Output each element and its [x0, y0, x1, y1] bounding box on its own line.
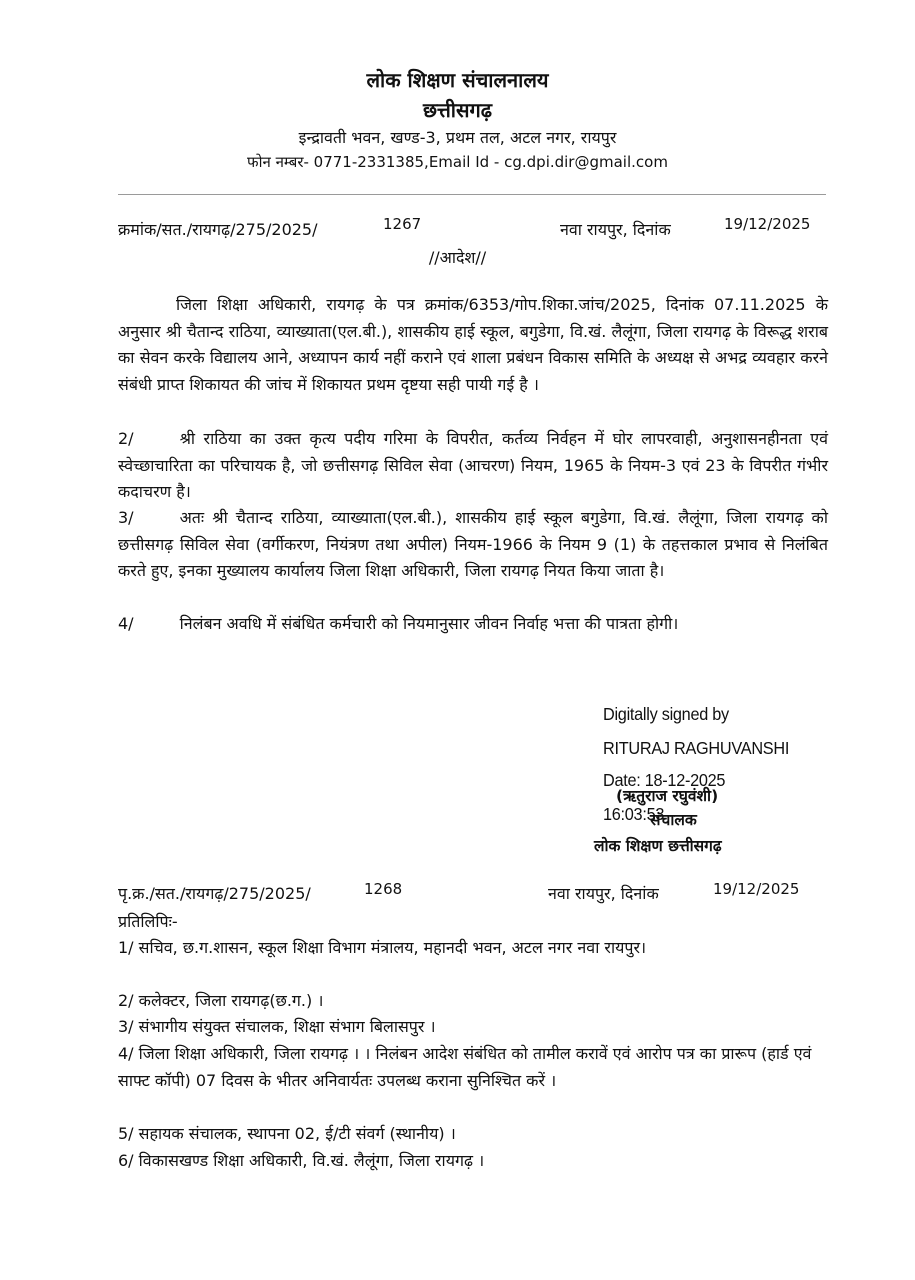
paragraph-3-text: अतः श्री चैतान्द राठिया, व्याख्याता(एल.बी.), शासकीय हाई स्कूल बगुडेगा, वि.खं. लैलूंगा, जिला रायगढ़ को छत्तीसगढ़ सिविल सेवा (वर्गीकरण, नियंत्रण तथा अपील) नियम-1966 के नियम 9 (1) के तहत्तकाल प्रभाव से निलंबित करते हुए, इनका मुख्यालय कार्यालय जिला शिक्षा अधिकारी, जिला रायगढ़ नियत किया जाता है।	[118, 508, 828, 580]
digital-signature-line-2: RITURAJ RAGHUVANSHI	[603, 738, 790, 758]
paragraph-3-number: 3/	[118, 508, 134, 527]
copy-list-item-5: 5/ सहायक संचालक, स्थापना 02, ई/टी संवर्ग (स्थानीय) ।	[118, 1124, 456, 1143]
paragraph-2	[118, 426, 828, 506]
order-date: 19/12/2025	[724, 215, 811, 233]
letterhead-state: छत्तीसगढ़	[422, 98, 493, 122]
paragraph-4-number: 4/	[118, 614, 134, 633]
copy-list-item-3: 3/ संभागीय संयुक्त संचालक, शिक्षा संभाग बिलासपुर ।	[118, 1017, 436, 1036]
signatory-office: लोक शिक्षण छत्तीसगढ़	[594, 837, 722, 855]
copy-date: 19/12/2025	[713, 880, 800, 898]
letterhead-contact: फोन नम्बर- 0771-2331385,Email Id - cg.dpi.dir@gmail.com	[247, 153, 668, 171]
order-number-suffix: 1267	[383, 215, 422, 233]
copy-list-item-4: 4/ जिला शिक्षा अधिकारी, जिला रायगढ़ । । निलंबन आदेश संबंधित को तामील करावें एवं आरोप पत्र का प्रारूप (हार्ड एवं साफ्ट कॉपी) 07 दिवस के भीतर अनिवार्यतः उपलब्ध कराना सुनिश्चित करें ।	[118, 1044, 812, 1090]
copy-place-date-label: नवा रायपुर, दिनांक	[548, 884, 659, 903]
order-place-date-label: नवा रायपुर, दिनांक	[560, 220, 671, 239]
order-title: //आदेश//	[428, 248, 487, 267]
paragraph-2-number: 2/	[118, 429, 134, 448]
digital-signature-line-4: 16:03:53	[603, 804, 665, 824]
paragraph-4-text: निलंबन अवधि में संबंधित कर्मचारी को नियमानुसार जीवन निर्वाह भत्ता की पात्रता होगी।	[179, 614, 679, 633]
letterhead-address: इन्द्रावती भवन, खण्ड-3, प्रथम तल, अटल नगर, रायपुर	[298, 128, 617, 147]
paragraph-1-text: जिला शिक्षा अधिकारी, रायगढ़ के पत्र क्रमांक/6353/गोप.शिका.जांच/2025, दिनांक 07.11.2025 के अनुसार श्री चैतान्द राठिया, व्याख्याता(एल.बी.), शासकीय हाई स्कूल, बगुडेगा, वि.खं. लैलूंगा, जिला रायगढ़ के विरूद्ध शराब का सेवन करके विद्यालय आने, अध्यापन कार्य नहीं कराने एवं शाला प्रबंधन विकास समिति के अध्यक्ष से अभद्र व्यवहार करने संबंधी प्राप्त शिकायत की जांच में शिकायत प्रथम दृष्टया सही पायी गई है ।	[118, 295, 828, 394]
signatory-name: (ऋतुराज रघुवंशी)	[616, 787, 719, 805]
paragraph-2-text: श्री राठिया का उक्त कृत्य पदीय गरिमा के विपरीत, कर्तव्य निर्वहन में घोर लापरवाही, अनुशासनहीनता एवं स्वेच्छाचारिता का परिचायक है, जो छत्तीसगढ़ सिविल सेवा (आचरण) नियम, 1965 के नियम-3 एवं 23 के विपरीत गंभीर कदाचरण है।	[118, 429, 828, 501]
copy-list-item-6: 6/ विकासखण्ड शिक्षा अधिकारी, वि.खं. लैलूंगा, जिला रायगढ़ ।	[118, 1151, 485, 1170]
copy-number-suffix: 1268	[364, 880, 403, 898]
letterhead-org-name: लोक शिक्षण संचालनालय	[366, 68, 549, 92]
digital-signature-line-3: Date: 18-12-2025	[603, 770, 726, 790]
order-number-prefix: क्रमांक/सत./रायगढ़/275/2025/	[118, 220, 318, 239]
paragraph-1	[118, 292, 828, 398]
header-divider	[118, 194, 826, 195]
signatory-designation: संचालक	[650, 811, 697, 829]
paragraph-3	[118, 505, 828, 585]
copy-number-prefix: पृ.क्र./सत./रायगढ़/275/2025/	[118, 884, 311, 903]
copy-list-item-1: 1/ सचिव, छ.ग.शासन, स्कूल शिक्षा विभाग मंत्रालय, महानदी भवन, अटल नगर नवा रायपुर।	[118, 938, 647, 957]
digital-signature-line-1: Digitally signed by	[603, 704, 729, 724]
copy-heading: प्रतिलिपिः-	[118, 912, 178, 931]
paragraph-4	[118, 611, 828, 638]
copy-list-item-2: 2/ कलेक्टर, जिला रायगढ़(छ.ग.) ।	[118, 991, 324, 1010]
